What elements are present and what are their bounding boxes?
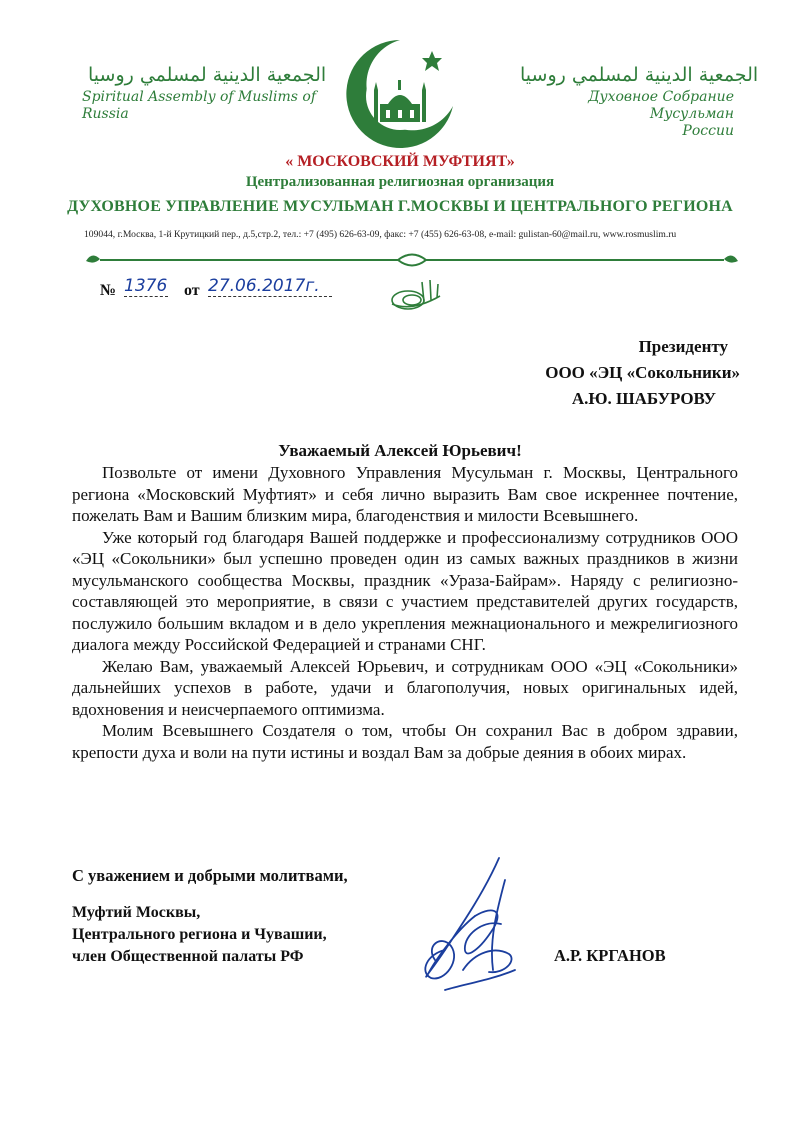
signer-title: [72, 902, 327, 968]
header-english-left: [82, 89, 316, 123]
calligraphy-emblem: [382, 276, 452, 316]
letter-paragraph: Позвольте от имени Духовного Управления Мусульман г. Москвы, Центрального региона «Московский Муфтият» и себя лично выразить Вам свое искреннее почтение, пожелать Вам и Вашим близким мира, благоденствия и милости Всевышнего.: [72, 463, 738, 525]
closing: С уважением и добрыми молитвами,: [72, 866, 348, 885]
letter-paragraph: Уже который год благодаря Вашей поддержке и профессионализму сотрудников ООО «ЭЦ «Сокольники» был успешно проведен один из самых важных праздников в жизни мусульманского сообщества Москвы, праздник «Ураза-Байрам». Наряду с религиозно-составляющей это мероприятие, в связи с участием представителей других государств, послужило большим вкладом и в дело укрепления межнационального и межрелигиозного диалога между Российской Федерацией и странами СНГ.: [72, 527, 738, 654]
org-type: Централизованная религиозная организация: [245, 174, 555, 190]
recipient-block: [545, 334, 740, 412]
signer-title-line3: член Общественной палаты РФ: [72, 948, 304, 965]
recipient-name: А.Ю. ШАБУРОВУ: [571, 389, 716, 408]
reference-number: 1376: [124, 276, 168, 296]
signer-title-line2: Центрального региона и Чувашии,: [72, 926, 327, 943]
handwritten-signature: [405, 850, 535, 995]
org-name: « МОСКОВСКИЙ МУФТИЯТ»: [285, 153, 515, 170]
muftiyat-logo: [340, 34, 460, 154]
reference-date-label: от: [184, 282, 200, 299]
header-arabic-left: الجمعية الدينية لمسلمي روسيا: [88, 64, 327, 86]
org-contacts: 109044, г.Москва, 1-й Крутицкий пер., д.5,стр.2, тел.: +7 (495) 626-63-09, факс: +7 (455) 626-63-08, e-mail: gulistan-60@mail.ru, www.rosmuslim.ru: [84, 229, 677, 240]
org-full-name: ДУХОВНОЕ УПРАВЛЕНИЕ МУСУЛЬМАН Г.МОСКВЫ И ЦЕНТРАЛЬНОГО РЕГИОНА: [67, 198, 733, 215]
recipient-company: ООО «ЭЦ «Сокольники»: [545, 363, 740, 382]
header-arabic-right: الجمعية الدينية لمسلمي روسيا: [520, 64, 759, 86]
header-russian-right: [526, 89, 734, 140]
recipient-position: Президенту: [638, 337, 728, 356]
header-english-line1: Spiritual Assembly of Muslims of: [82, 89, 317, 105]
reference-number-label: №: [100, 282, 117, 299]
header-russian-line1: Духовное Собрание Мусульман: [588, 89, 734, 122]
header-english-line2: Russia: [82, 106, 129, 122]
reference-date: 27.06.2017г.: [208, 276, 332, 297]
letter-paragraph: Молим Всевышнего Создателя о том, чтобы Он сохранил Вас в добром здравии, крепости духа и воли на пути истины и воздал Вам за добрые деяния в обоих мирах.: [72, 721, 738, 762]
signer-title-line1: Муфтий Москвы,: [72, 904, 201, 921]
letter-body: [72, 462, 738, 763]
header-russian-line2: России: [682, 123, 734, 139]
signer-name: А.Р. КРГАНОВ: [554, 946, 666, 965]
letter-paragraph: Желаю Вам, уважаемый Алексей Юрьевич, и сотрудникам ООО «ЭЦ «Сокольники» дальнейших успехов в работе, удачи и благополучия, новых оригинальных идей, вдохновения и неисчерпаемого оптимизма.: [72, 656, 738, 719]
salutation: Уважаемый Алексей Юрьевич!: [278, 441, 522, 460]
header-divider: [82, 249, 742, 273]
